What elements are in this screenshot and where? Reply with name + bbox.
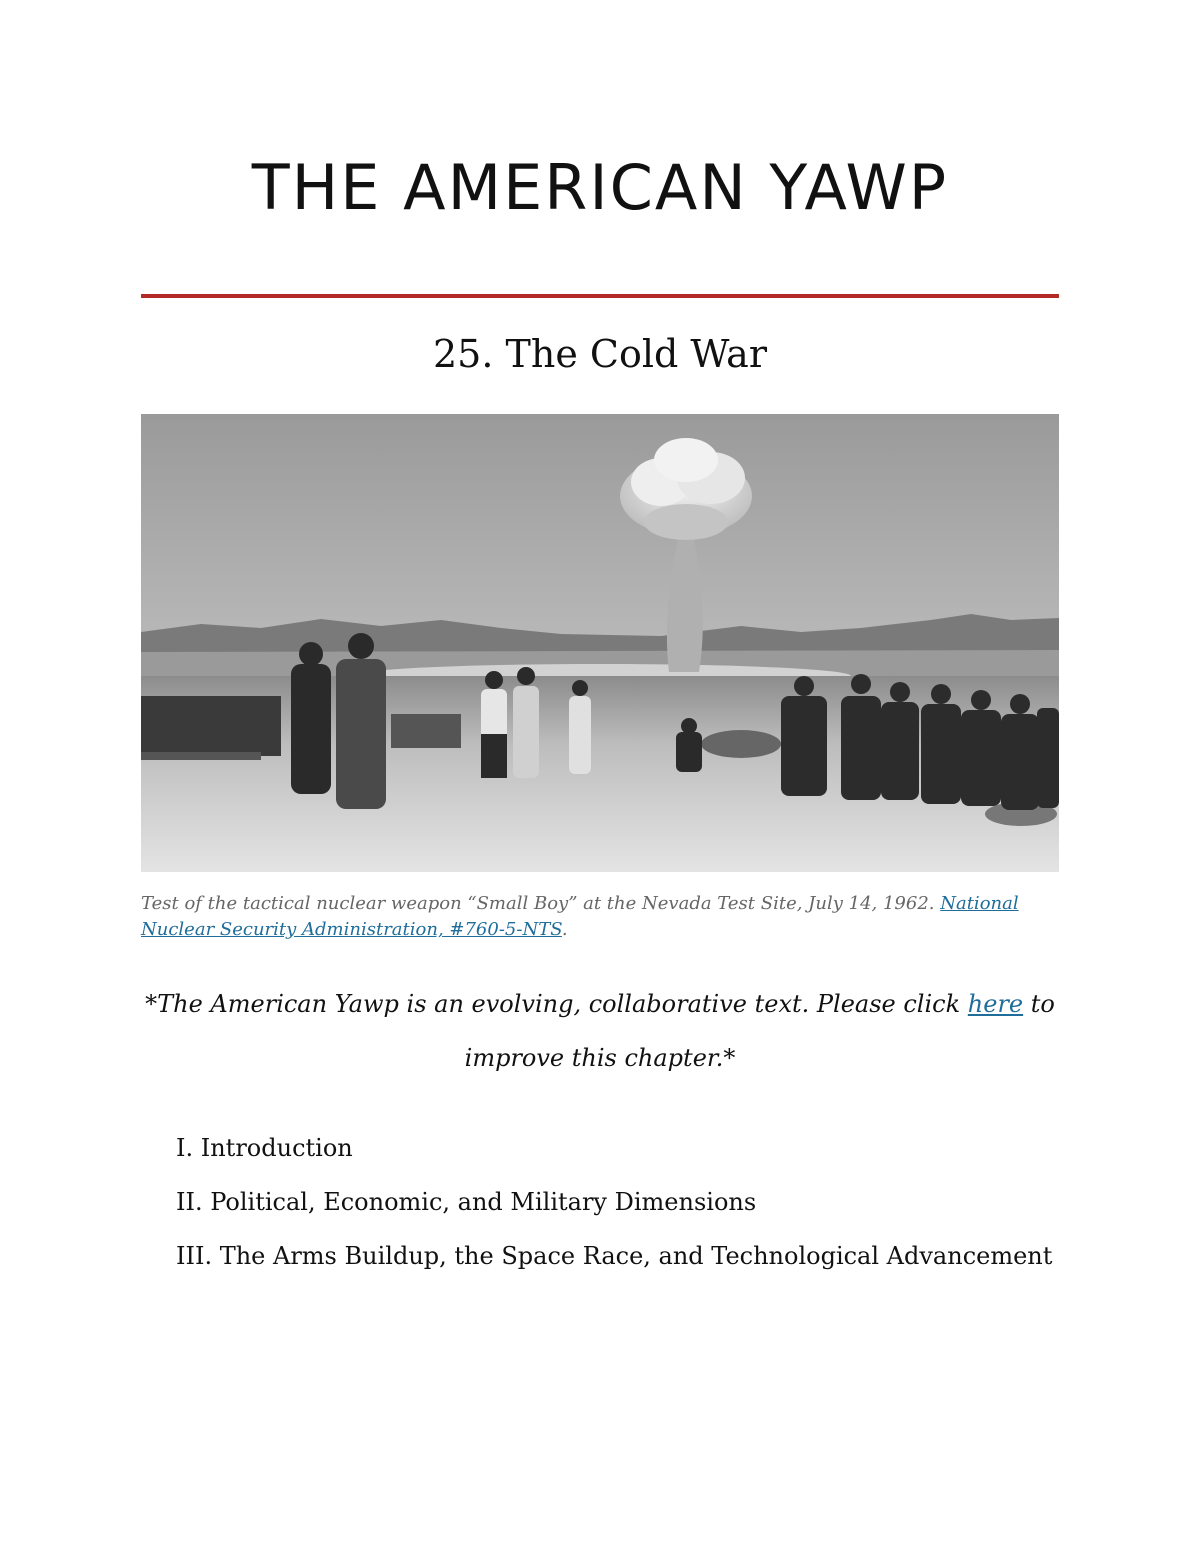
figure-caption <box>141 891 1066 943</box>
caption-text: Test of the tactical nuclear weapon “Small Boy” at the Nevada Test Site, July 14, 1962. <box>141 893 941 914</box>
caption-source-link[interactable]: National Nuclear Security Administration, #760-5-NTS <box>141 893 1019 940</box>
improve-chapter-link[interactable]: here <box>967 990 1024 1018</box>
collaboration-notice <box>141 977 1059 1085</box>
toc-item: II. Political, Economic, and Military Dimensions <box>176 1188 757 1216</box>
table-of-contents <box>176 1121 1056 1283</box>
chapter-photo <box>141 414 1059 872</box>
notice-text-after: to improve this chapter.* <box>464 990 1055 1072</box>
nuclear-test-photo <box>141 414 1059 872</box>
caption-end: . <box>561 919 568 940</box>
chapter-title: 25. The Cold War <box>433 332 767 376</box>
toc-item: I. Introduction <box>176 1134 353 1162</box>
title-divider <box>141 294 1059 298</box>
toc-item: III. The Arms Buildup, the Space Race, and Technological Advancement <box>176 1242 1053 1270</box>
notice-text-before: *The American Yawp is an evolving, collaborative text. Please click <box>145 990 968 1018</box>
site-title: THE AMERICAN YAWP <box>251 151 949 224</box>
